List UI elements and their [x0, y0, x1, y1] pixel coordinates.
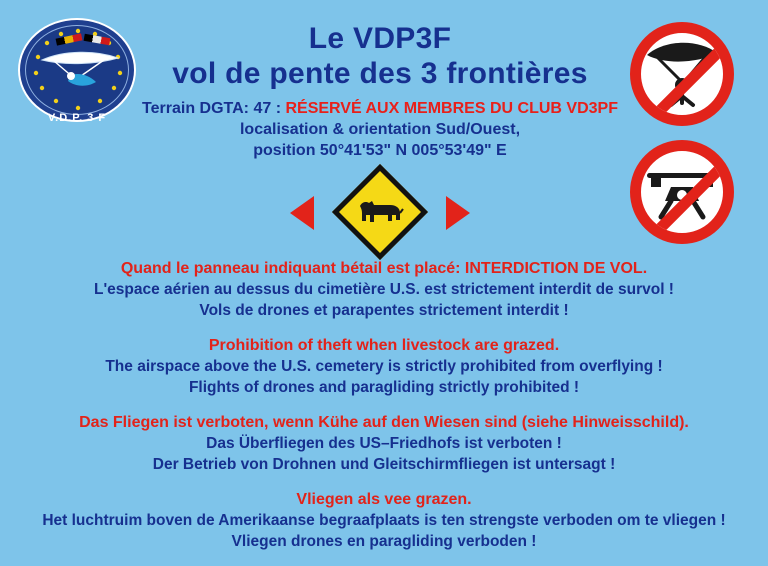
glider-pilot-icon	[40, 48, 120, 92]
no-paragliding-icon	[630, 22, 734, 126]
notice-paragraph-de	[0, 412, 768, 475]
notice-line: Prohibition of theft when livestock are grazed.	[208, 337, 560, 354]
cow-icon	[356, 196, 404, 228]
notice-line: Das Überfliegen des US–Friedhofs ist verboten !	[206, 435, 562, 452]
red-arrow-right-icon	[290, 196, 314, 230]
subtitle-prefix: Terrain DGTA: 47 :	[142, 100, 286, 117]
title-block	[140, 22, 620, 161]
subtitle-line2: localisation & orientation Sud/Ouest,	[239, 121, 521, 138]
notice-line: Vliegen als vee grazen.	[296, 491, 472, 508]
page-title-line1: Le VDP3F	[308, 22, 452, 55]
red-arrow-left-icon	[446, 196, 470, 230]
no-drone-icon	[630, 140, 734, 244]
page-title-line2: vol de pente des 3 frontières	[172, 57, 588, 90]
notice-line: Der Betrieb von Drohnen und Gleitschirmfliegen ist untersagt !	[152, 456, 616, 473]
notice-paragraph-nl	[0, 489, 768, 552]
notice-line: Vols de drones et parapentes strictement interdit !	[199, 302, 569, 319]
vdp3f-club-logo	[18, 18, 136, 126]
notice-line: Vliegen drones en paragliding verboden !	[231, 533, 537, 550]
notice-line: Het luchtruim boven de Amerikaanse begraafplaats is ten strengste verboden om te vliegen !	[42, 512, 726, 529]
cattle-warning-sign	[338, 170, 422, 254]
subtitle-line3: position 50°41'53" N 005°53'49" E	[253, 142, 507, 159]
notice-paragraph-fr	[0, 258, 768, 321]
multilingual-notice-block	[0, 258, 768, 566]
notice-line: The airspace above the U.S. cemetery is strictly prohibited from overflying !	[105, 358, 663, 375]
logo-label: V.D.P. 3 F	[47, 112, 107, 124]
notice-line: Flights of drones and paragliding strictly prohibited !	[188, 379, 580, 396]
logo-inner-field	[25, 25, 129, 115]
subtitle-highlight: RÉSERVÉ AUX MEMBRES DU CLUB VD3PF	[285, 100, 618, 117]
notice-line: L'espace aérien au dessus du cimetière U.S. est strictement interdit de survol !	[94, 281, 674, 298]
cattle-warning-row	[270, 172, 490, 254]
subtitle-block	[140, 98, 620, 161]
notice-line: Das Fliegen ist verboten, wenn Kühe auf den Wiesen sind (siehe Hinweisschild).	[79, 414, 689, 431]
notice-paragraph-en	[0, 335, 768, 398]
subtitle-line1	[140, 98, 620, 119]
notice-line: Quand le panneau indiquant bétail est placé: INTERDICTION DE VOL.	[120, 260, 648, 277]
